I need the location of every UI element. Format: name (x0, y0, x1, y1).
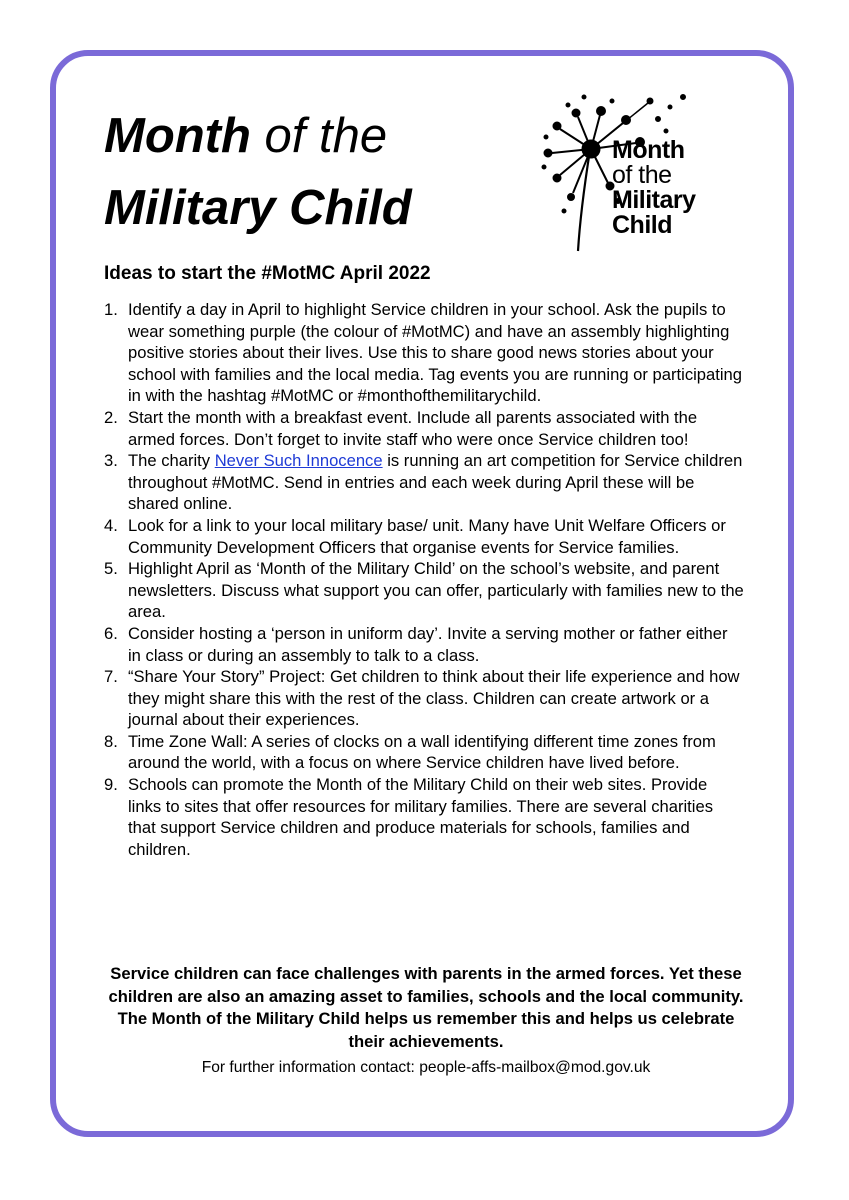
idea-number: 6. (104, 623, 118, 643)
idea-item (104, 666, 744, 731)
idea-text: Highlight April as ‘Month of the Military Child’ on the school’s website, and parent newsletters. Discuss what support you can offer, particularly with families new to the area. (128, 559, 744, 622)
idea-number: 2. (104, 407, 118, 427)
idea-text: “Share Your Story” Project: Get children to think about their life experience and how they might share this with the rest of the class. Children can create artwork or a journal about their experiences. (128, 667, 740, 730)
idea-text-after-link: is running an art competition for Service children throughout #MotMC. Send in entries and each week during April these will be shared online. (128, 451, 743, 514)
idea-item (104, 731, 744, 774)
contact-line: For further information contact: people-affs-mailbox@mod.gov.uk (201, 1059, 651, 1076)
idea-number: 3. (104, 451, 118, 471)
logo-line-3: Military (612, 186, 696, 214)
month-of-military-child-logo (538, 93, 738, 263)
idea-text: Time Zone Wall: A series of clocks on a wall identifying different time zones from around the world, with a focus on where Service children have lived before. (128, 731, 716, 773)
closing-statement: Service children can face challenges with parents in the armed forces. Yet these children are also an amazing asset to families, schools and the local community. The Month of the Military Child helps us remember this and helps us celebrate their achievements. (108, 964, 744, 1051)
idea-text-before-link: The charity (128, 451, 215, 471)
title-month: Month (104, 109, 251, 163)
idea-text: Identify a day in April to highlight Service children in your school. Ask the pupils to wear something purple (the colour of #MotMC) and have an assembly highlighting positive stories about their lives. Use this to share good news stories about your school with families and the local media. Tag events you are running or participating in with the hashtag #MotMC or #monthofthemilitarychild. (128, 300, 743, 406)
idea-number: 7. (104, 667, 118, 687)
title-line-1 (104, 100, 524, 172)
idea-item (104, 450, 744, 515)
title-of-the: of the (250, 109, 388, 163)
never-such-innocence-link[interactable]: Never Such Innocence (214, 451, 383, 471)
idea-item (104, 774, 744, 860)
idea-number: 4. (104, 515, 118, 535)
idea-number: 1. (104, 300, 118, 319)
idea-item (104, 407, 744, 450)
idea-text: Look for a link to your local military base/ unit. Many have Unit Welfare Officers or Community Development Officers that organise events for Service families. (128, 515, 726, 557)
idea-text (128, 451, 742, 513)
idea-number: 9. (104, 775, 118, 795)
title-line-2: Military Child (104, 181, 412, 235)
idea-number: 8. (104, 731, 118, 751)
page-title (104, 100, 524, 244)
idea-text: Consider hosting a ‘person in uniform day’. Invite a serving mother or father either in class or during an assembly to talk to a class. (128, 623, 728, 665)
idea-number: 5. (104, 559, 118, 579)
ideas-list (104, 299, 744, 860)
idea-item (104, 299, 744, 407)
idea-item (104, 623, 744, 666)
logo-wordmark (612, 138, 696, 238)
logo-line-1: Month (612, 136, 685, 164)
logo-line-4: Child (612, 211, 672, 239)
ideas-heading: Ideas to start the #MotMC April 2022 (104, 263, 431, 284)
logo-line-2: of the (612, 161, 672, 189)
idea-item (104, 558, 744, 623)
idea-item (104, 515, 744, 558)
idea-text: Start the month with a breakfast event. Include all parents associated with the armed forces. Don’t forget to invite staff who were once Service children too! (128, 407, 698, 449)
idea-text: Schools can promote the Month of the Military Child on their web sites. Provide links to sites that offer resources for military families. There are several charities that support Service children and produce materials for schools, families and children. (128, 775, 713, 859)
